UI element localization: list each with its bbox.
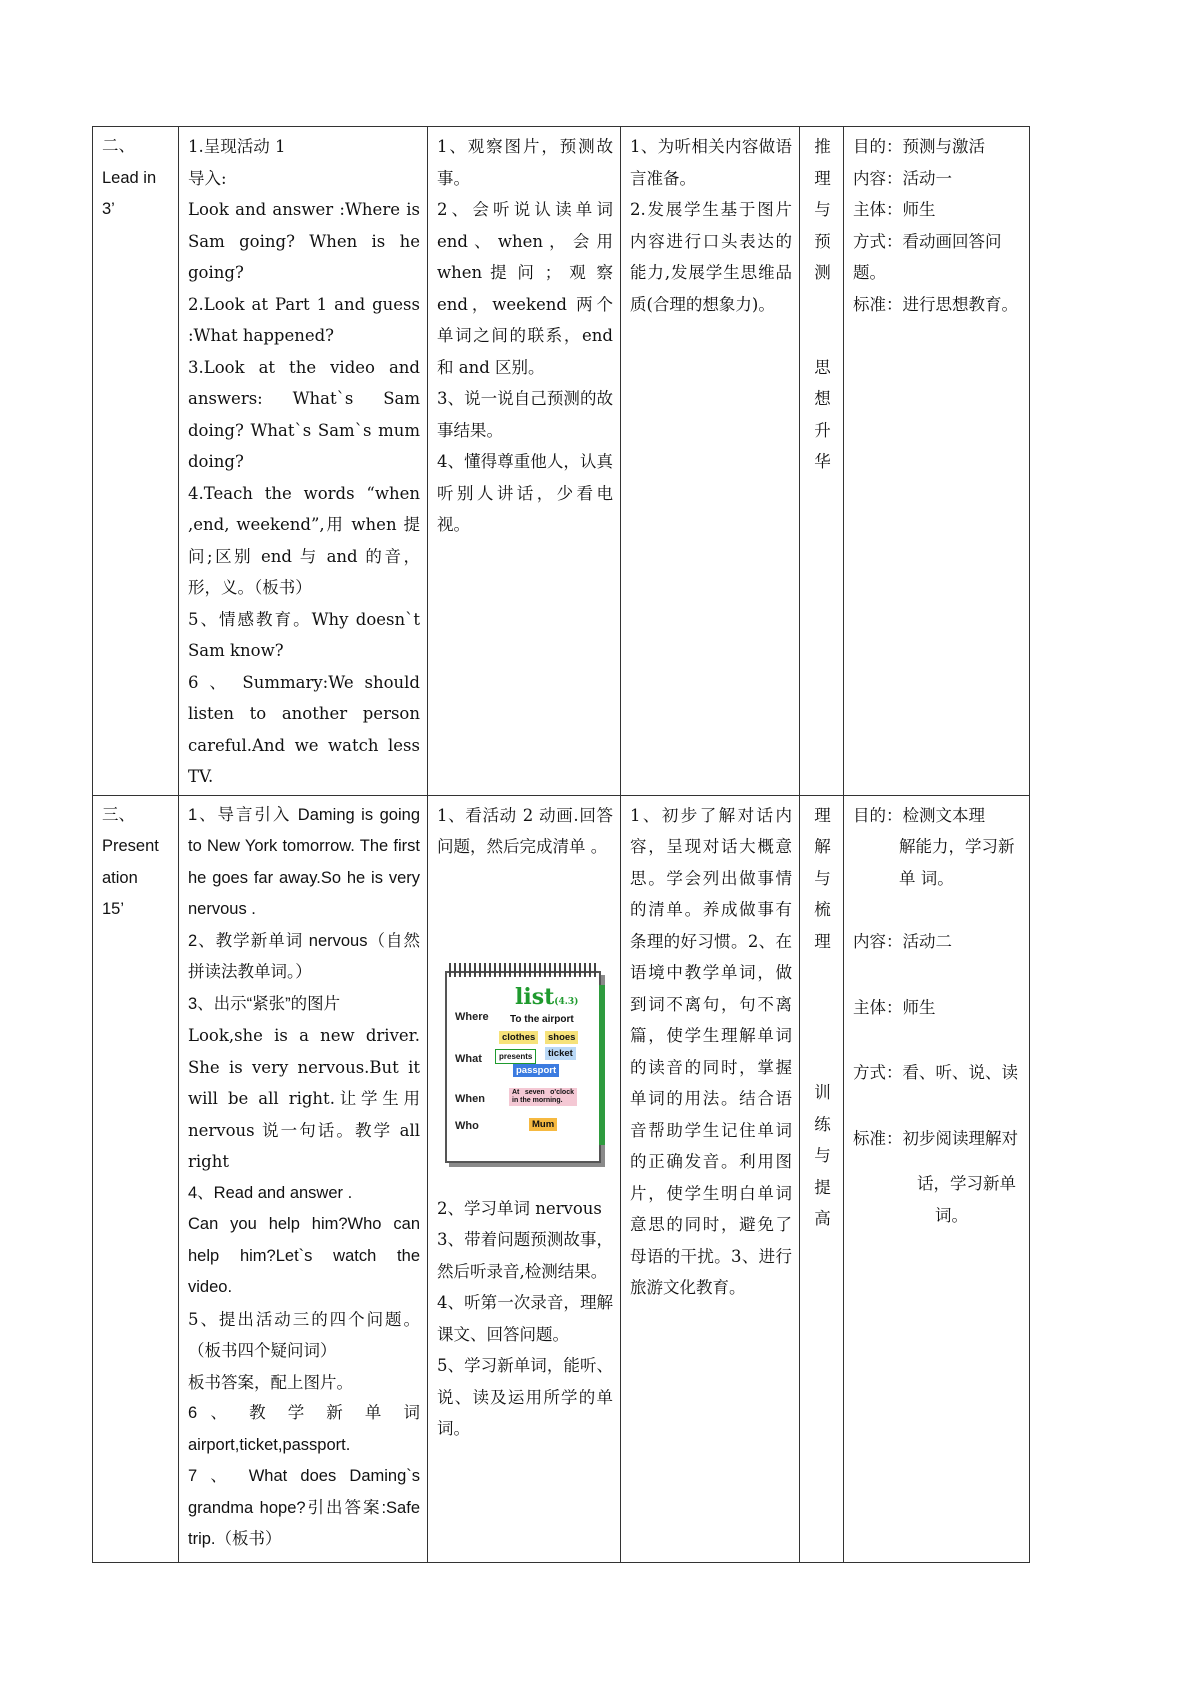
activity-text: 2、教学新单词 nervous（自然拼读法教单词。） (188, 931, 420, 981)
activity-text: 3.Look at the video and answers: What`s Sam doing? What`s Sam`s mum doing? (188, 357, 420, 471)
ability-char: 测 (814, 263, 831, 282)
ability-char: 华 (814, 452, 831, 471)
activity-text: 6 、 Summary:We should listen to another person careful.And we watch less TV. (188, 672, 420, 786)
list-label-who: Who (455, 1119, 479, 1132)
activity-text: 2.Look at Part 1 and guess :What happened? (188, 294, 420, 345)
stage-number: 二、 (102, 137, 135, 155)
activity-text: 1.呈现活动 1 (188, 137, 286, 156)
list-item-ticket: ticket (545, 1047, 576, 1060)
intent-text: 1、初步了解对话内容，呈现对话大概意思。学会列出做事情的清单。养成做事有条理的好习惯。2、在语境中教学单词，做到词不离句，句不离篇，使学生理解单词的读音的同时，掌握单词的用法。结合语音帮助学生记住单词的正确发音。利用图片，使学生明白单词意思的同时，避免了母语的干扰。3、进行旅游文化教育。 (630, 805, 792, 1297)
activity-text: 6 、 教 学 新 单 词 airport,ticket,passport. (188, 1404, 420, 1454)
teacher-activities-cell (179, 795, 428, 1562)
ability-char: 理 (814, 931, 831, 951)
eval-goal: 目的：检测文本理 (853, 805, 985, 825)
ability-char: 想 (814, 389, 831, 408)
spiral-binding (449, 963, 599, 977)
ability-char: 练 (814, 1114, 831, 1134)
list-value-when: At seven o'clock in the morning. (509, 1088, 577, 1106)
ability-char: 解 (814, 837, 831, 856)
activity-text: Can you help him?Who can help him?Let`s watch the video. (188, 1215, 420, 1296)
eval-goal-cont: 解能力，学习新 (899, 837, 1015, 856)
student-text: 2、学习单词 nervous (437, 1198, 602, 1218)
intent-text: 2.发展学生基于图片内容进行口头表达的能力,发展学生思维品质(合理的想象力)。 (630, 200, 792, 314)
ability-char: 训 (814, 1083, 831, 1102)
list-value-who: Mum (529, 1118, 557, 1131)
checklist-illustration (445, 963, 607, 1163)
student-text: 2、会听说认读单词 end 、 when ， 会 用 when 提 问 ； 观 察 end，weekend 两个单词之间的联系，end 和 and 区别。 (437, 200, 613, 377)
list-item-passport: passport (513, 1064, 559, 1077)
stage-name-cont: ation (102, 868, 138, 887)
stage-time: 15’ (102, 900, 125, 918)
ability-char: 梳 (814, 900, 831, 919)
eval-text: 内容：活动一 (853, 168, 952, 188)
lesson-plan-table (92, 126, 1030, 1563)
stage-cell (93, 127, 179, 796)
list-label-when: When (455, 1092, 485, 1105)
activity-text: Look,she is a new driver. She is very nervous.But it will be all right.让学生用 nervous 说一句话。教学 all right (188, 1026, 420, 1171)
evaluation-cell (844, 127, 1030, 796)
ability-char: 提 (814, 1177, 831, 1197)
eval-standard-cont: 话，学习新单 (917, 1174, 1016, 1193)
ability-char: 升 (814, 420, 831, 440)
ability-char: 预 (814, 231, 831, 251)
eval-text: 目的：预测与激活 (853, 137, 985, 156)
design-intent-cell (621, 127, 800, 796)
activity-text: Look and answer :Where is Sam going? When is he going? (188, 200, 420, 282)
student-text: 3、说一说自己预测的故事结果。 (437, 389, 613, 440)
activity-text: 7 、 What does Daming`s grandma hope?引出答案:Safe trip.（板书） (188, 1467, 420, 1548)
activity-text: 导入: (188, 168, 227, 188)
activity-text: 5、情感教育。Why doesn`t Sam know? (188, 609, 420, 660)
eval-standard: 标准：初步阅读理解对 (853, 1128, 1018, 1148)
stage-time: 3’ (102, 200, 115, 218)
student-text: 4、听第一次录音，理解课文、回答问题。 (437, 1293, 613, 1344)
table-row-presentation (93, 795, 1030, 1562)
list-item-shoes: shoes (545, 1031, 578, 1044)
list-item-presents: presents (495, 1049, 536, 1064)
eval-standard-cont: 词。 (935, 1205, 968, 1225)
list-label-what: What (455, 1052, 482, 1065)
student-text: 1、看活动 2 动画.回答问题，然后完成清单 。 (437, 805, 613, 856)
activity-text: 1、导言引入 Daming is going to New York tomorrow. The first he goes far away.So he is very nervous . (188, 805, 420, 918)
design-intent-cell (621, 795, 800, 1562)
ability-char: 理 (814, 805, 831, 825)
student-activities-cell (428, 795, 621, 1562)
eval-text: 主体：师生 (853, 200, 936, 219)
eval-method: 方式：看、听、说、读 (853, 1063, 1018, 1082)
student-text: 3、带着问题预测故事，然后听录音,检测结果。 (437, 1230, 613, 1281)
stage-cell (93, 795, 179, 1562)
ability-char: 理 (814, 168, 831, 188)
teacher-activities-cell (179, 127, 428, 796)
activity-text: 4.Teach the words “when ,end, weekend”,用 when 提问;区别 end 与 and 的音，形，义。（板书） (188, 483, 420, 597)
eval-text: 标准：进行思想教育。 (853, 294, 1018, 314)
evaluation-cell (844, 795, 1030, 1562)
ability-cell (800, 795, 844, 1562)
student-text: 1、观察图片，预测故事。 (437, 137, 613, 188)
student-text: 5、学习新单词，能听、说、读及运用所学的单词。 (437, 1356, 613, 1438)
eval-text: 方式：看动画回答问题。 (853, 231, 1002, 282)
stage-number: 三、 (102, 805, 135, 824)
ability-char: 与 (814, 200, 831, 219)
ability-cell (800, 127, 844, 796)
eval-content: 内容：活动二 (853, 932, 952, 951)
ability-char: 推 (814, 137, 831, 156)
intent-text: 1、为听相关内容做语言准备。 (630, 137, 792, 188)
notepad-edge (599, 985, 605, 1145)
activity-text: 5、提出活动三的四个问题。（板书四个疑问词） (188, 1309, 420, 1360)
eval-subject: 主体：师生 (853, 997, 936, 1017)
list-title: list(4.3) (515, 983, 579, 1010)
activity-text: 4、Read and answer . (188, 1183, 353, 1202)
activity-text: 板书答案，配上图片。 (188, 1372, 353, 1392)
stage-name: Present (102, 837, 159, 855)
ability-char: 与 (814, 868, 831, 888)
list-item-clothes: clothes (499, 1031, 538, 1044)
student-text: 4、懂得尊重他人，认真听别人讲话，少看电视。 (437, 452, 613, 534)
table-row-lead-in (93, 127, 1030, 796)
list-label-where: Where (455, 1010, 489, 1023)
ability-char: 与 (814, 1146, 831, 1165)
ability-char: 思 (814, 357, 831, 377)
student-activities-cell (428, 127, 621, 796)
ability-char: 高 (814, 1209, 831, 1228)
activity-text: 3、出示“紧张”的图片 (188, 994, 341, 1013)
list-value-where: To the airport (510, 1013, 574, 1025)
eval-goal-cont: 单 词。 (899, 868, 954, 888)
stage-name: Lead in (102, 168, 157, 187)
